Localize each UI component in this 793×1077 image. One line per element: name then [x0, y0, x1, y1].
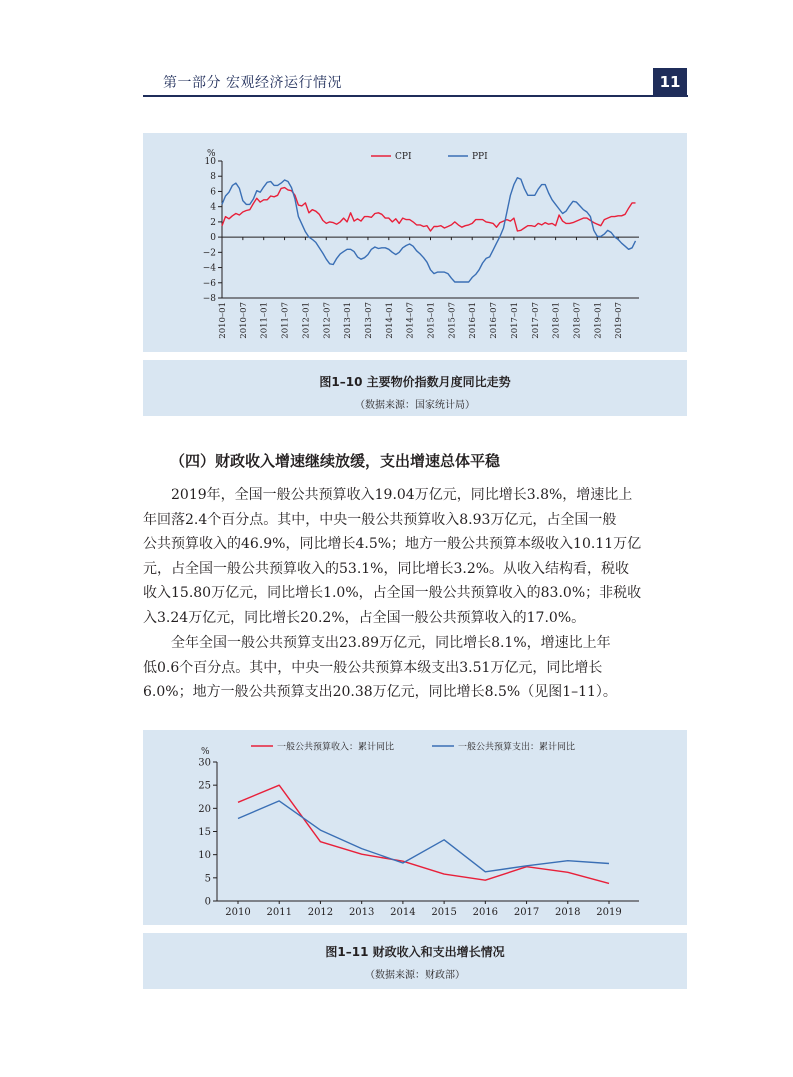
y-tick-label: 30: [198, 757, 211, 769]
x-tick-label: 2014: [390, 907, 416, 918]
y-tick-label: 0: [210, 233, 216, 244]
paragraph-line: 元，占全国一般公共预算收入的53.1%，同比增长3.2%。从收入结构看，税收: [143, 560, 630, 577]
running-header-title: 第一部分 宏观经济运行情况: [163, 75, 342, 91]
y-tick-label: 5: [204, 873, 211, 885]
figure-1-11-panel: [143, 730, 687, 925]
x-tick-label: 2011: [266, 907, 292, 918]
x-tick-label: 2010–01: [218, 302, 228, 339]
x-tick-label: 2015–07: [447, 302, 458, 339]
y-axis-unit: %: [201, 747, 210, 757]
x-tick-label: 2012: [307, 907, 334, 918]
y-tick-label: 25: [198, 780, 211, 792]
series-line-expenditure: [238, 801, 609, 872]
series-line-revenue: [238, 785, 609, 883]
figure-1-10-source: （数据来源：国家统计局）: [355, 400, 475, 411]
header-rule: [143, 95, 688, 97]
y-tick-label: 6: [210, 187, 216, 198]
figure-1-10-caption-panel: [143, 360, 687, 416]
figure-1-10-panel: [143, 133, 687, 352]
x-tick-label: 2019: [596, 907, 622, 918]
figure-1-10-caption: 图1–10 主要物价指数月度同比走势: [319, 375, 511, 389]
x-tick-label: 2012–07: [322, 302, 333, 339]
legend-label-expenditure: 一般公共预算支出：累计同比: [458, 742, 576, 753]
paragraph-line: 年回落2.4个百分点。其中，中央一般公共预算收入8.93万亿元，占全国一般: [143, 511, 617, 528]
paragraph-line: 2019年，全国一般公共预算收入19.04万亿元，同比增长3.8%，增速比上: [171, 487, 633, 503]
y-tick-label: 20: [198, 803, 211, 815]
y-tick-label: 15: [198, 827, 211, 838]
x-tick-label: 2018: [555, 907, 581, 918]
y-tick-label: 4: [210, 202, 216, 213]
y-tick-label: 2: [210, 217, 216, 228]
x-tick-label: 2015: [431, 907, 457, 918]
x-tick-label: 2016: [472, 907, 499, 918]
y-tick-label: 0: [204, 896, 211, 908]
y-tick-label: −6: [202, 278, 216, 289]
paragraph-expenditure: [143, 631, 688, 705]
figure-1-10-chart: [143, 133, 687, 352]
paragraph-revenue: [143, 483, 688, 631]
series-line-ppi: [222, 178, 636, 282]
y-axis-unit: %: [207, 149, 216, 159]
y-tick-label: 8: [210, 172, 216, 183]
x-tick-label: 2010: [225, 907, 251, 918]
y-tick-label: −2: [202, 248, 216, 259]
legend-label-ppi: PPI: [472, 152, 488, 162]
x-tick-label: 2013: [348, 907, 375, 918]
x-tick-label: 2014–07: [405, 302, 416, 339]
x-tick-label: 2019–01: [593, 302, 604, 339]
x-tick-label: 2012–01: [301, 302, 312, 339]
x-tick-label: 2018–07: [572, 302, 583, 339]
figure-1-11-source: （数据来源：财政部）: [365, 970, 465, 981]
x-tick-label: 2015–01: [426, 302, 437, 339]
x-tick-label: 2017–01: [509, 302, 520, 339]
x-tick-label: 2019–07: [614, 302, 625, 339]
x-tick-label: 2018–01: [551, 302, 562, 339]
legend-label-cpi: CPI: [395, 152, 412, 162]
x-tick-label: 2016–01: [468, 302, 479, 339]
figure-1-11-chart: [143, 730, 687, 925]
paragraph-line: 公共预算收入的46.9%，同比增长4.5%；地方一般公共预算本级收入10.11万亿: [143, 536, 642, 553]
x-tick-label: 2016–07: [489, 302, 500, 339]
paragraph-line: 入3.24万亿元，同比增长20.2%，占全国一般公共预算收入的17.0%。: [143, 609, 586, 626]
paragraph-line: 6.0%；地方一般公共预算支出20.38万亿元，同比增长8.5%（见图1–11）。: [143, 684, 617, 701]
y-tick-label: −8: [202, 294, 216, 304]
figure-1-11-caption: 图1–11 财政收入和支出增长情况: [325, 945, 505, 959]
y-tick-label: 10: [198, 850, 211, 862]
y-tick-label: 10: [204, 157, 216, 167]
x-tick-label: 2017: [513, 907, 540, 918]
paragraph-line: 低0.6个百分点。其中，中央一般公共预算本级支出3.51万亿元，同比增长: [143, 659, 603, 676]
figure-1-11-caption-panel: [143, 933, 687, 989]
legend-label-revenue: 一般公共预算收入：累计同比: [277, 742, 395, 753]
y-tick-label: −4: [202, 263, 216, 274]
x-tick-label: 2014–01: [384, 302, 395, 339]
x-tick-label: 2011–07: [280, 302, 291, 339]
section-heading: （四）财政收入增速继续放缓，支出增速总体平稳: [170, 452, 501, 470]
page-number: 11: [653, 68, 687, 96]
x-tick-label: 2013–07: [363, 302, 374, 339]
x-tick-label: 2011–01: [259, 302, 270, 339]
x-tick-label: 2010–07: [238, 302, 249, 339]
x-tick-label: 2013–01: [343, 302, 354, 339]
series-line-cpi: [222, 188, 636, 231]
paragraph-line: 收入15.80万亿元，同比增长1.0%，占全国一般公共预算收入的83.0%；非税收: [143, 585, 642, 602]
paragraph-line: 全年全国一般公共预算支出23.89万亿元，同比增长8.1%，增速比上年: [171, 635, 611, 651]
x-tick-label: 2017–07: [530, 302, 541, 339]
